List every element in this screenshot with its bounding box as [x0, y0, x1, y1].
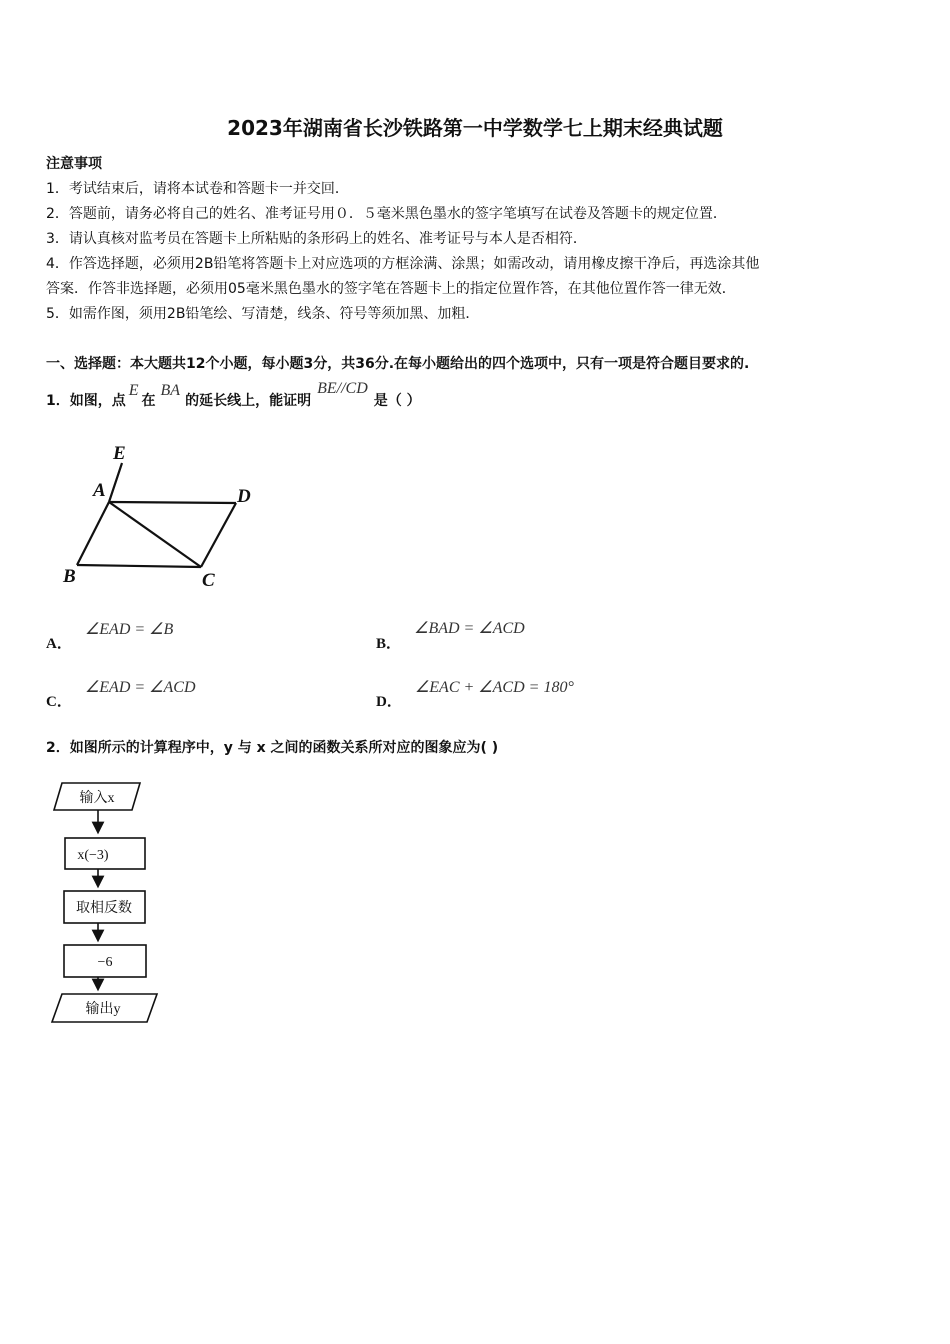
- notice-line-3: 3．请认真核对监考员在答题卡上所粘贴的条形码上的姓名、准考证号与本人是否相符．: [46, 231, 587, 247]
- option-a-label: A．: [46, 636, 72, 652]
- notice-line-4-cont: 答案．作答非选择题，必须用05毫米黑色墨水的签字笔在答题卡上的指定位置作答，在其他位置作答一律无效．: [46, 281, 736, 297]
- notice-line-5: 5．如需作图，须用2B铅笔绘、写清楚，线条、符号等须加黑、加粗．: [46, 306, 480, 322]
- q1-mid2: 的延长线上，能证明: [185, 393, 312, 409]
- option-c[interactable]: [46, 676, 196, 710]
- option-d-math: ∠EAC + ∠ACD = 180°: [414, 679, 574, 696]
- label-b: B: [63, 566, 76, 587]
- flow-negate-text: 取相反数: [76, 901, 132, 916]
- notice-heading: 注意事项: [46, 156, 102, 172]
- notice-line-2: 2．答题前，请务必将自己的姓名、准考证号用０．５毫米黑色墨水的签字笔填写在试卷及答题卡的规定位置．: [46, 206, 727, 222]
- option-d[interactable]: [376, 676, 574, 710]
- segment-ac: [109, 502, 201, 567]
- option-a[interactable]: [46, 618, 174, 652]
- option-c-label: C．: [46, 694, 72, 710]
- q2-text: 2．如图所示的计算程序中，y 与 x 之间的函数关系所对应的图象应为( ): [46, 740, 499, 756]
- notice-line-1: 1．考试结束后，请将本试卷和答题卡一并交回．: [46, 181, 349, 197]
- q1-prefix: 1．如图，点: [46, 393, 126, 409]
- label-c: C: [202, 570, 215, 591]
- q1-line-ba: BA: [160, 382, 181, 399]
- option-a-math: ∠EAD = ∠B: [84, 621, 174, 638]
- q1-text: [46, 380, 421, 410]
- option-c-math: ∠EAD = ∠ACD: [84, 679, 196, 696]
- q1-point-e: E: [128, 382, 139, 399]
- flow-multiply-text: x(−3): [77, 848, 109, 863]
- option-d-label: D．: [376, 694, 402, 710]
- segment-ab: [77, 502, 109, 565]
- flow-output-text: 输出y: [85, 1002, 121, 1017]
- label-d: D: [237, 486, 251, 507]
- segment-cd: [201, 503, 236, 567]
- segment-ad: [109, 502, 236, 503]
- section-heading: 一、选择题：本大题共12个小题，每小题3分，共36分.在每小题给出的四个选项中，只有一项是符合题目要求的.: [46, 356, 750, 372]
- option-b-math: ∠BAD = ∠ACD: [414, 620, 525, 637]
- option-b-label: B．: [376, 636, 402, 652]
- option-b[interactable]: [376, 617, 525, 652]
- label-a: A: [93, 480, 106, 501]
- segment-bc: [77, 565, 201, 567]
- segment-ae: [109, 463, 122, 502]
- q1-mid: 在: [141, 393, 156, 409]
- page-title: 2023年湖南省长沙铁路第一中学数学七上期末经典试题: [227, 116, 723, 140]
- notice-line-4: 4．作答选择题，必须用2B铅笔将答题卡上对应选项的方框涂满、涂黑；如需改动，请用橡皮擦干净后，再选涂其他: [46, 256, 760, 272]
- q2-flowchart: [48, 775, 168, 1030]
- label-e: E: [113, 443, 126, 464]
- q1-figure: [55, 435, 265, 595]
- q1-statement: BE//CD: [317, 380, 368, 397]
- flow-subtract-text: −6: [97, 955, 113, 970]
- flow-input-text: 输入x: [79, 791, 115, 806]
- q1-suffix: 是（ ）: [373, 393, 421, 409]
